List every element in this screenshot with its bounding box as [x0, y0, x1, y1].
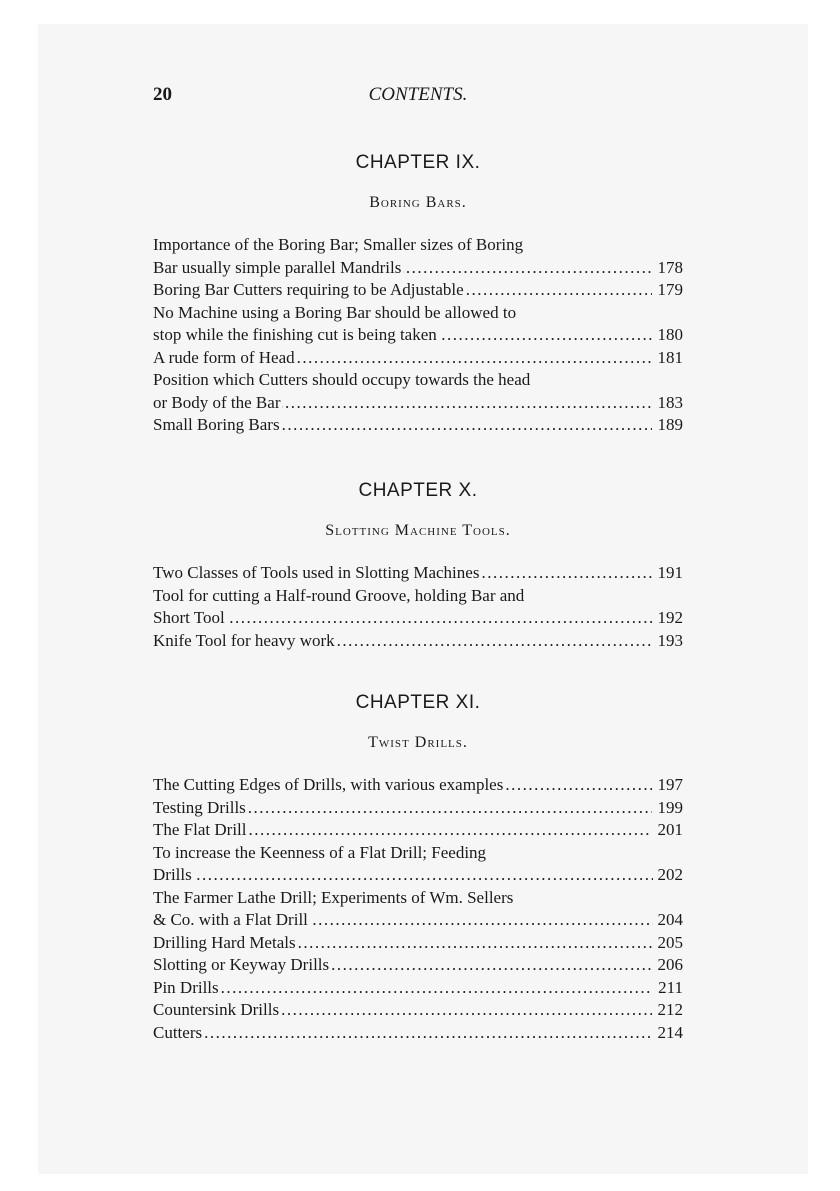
entry-leader-line	[153, 864, 683, 887]
entry-page-number: 178	[657, 257, 683, 277]
entry-page-number: 201	[657, 820, 683, 839]
chapter-x	[153, 480, 683, 652]
dot-leader	[248, 819, 651, 842]
entry-leader-line	[153, 819, 683, 842]
entry-page-number: 193	[657, 630, 683, 650]
toc-entry	[153, 954, 683, 977]
chapter-xi	[153, 692, 683, 1044]
entry-title: & Co. with a Flat Drill	[153, 910, 308, 929]
entry-leader-line	[153, 562, 683, 585]
dot-leader	[282, 414, 652, 437]
entry-title: or Body of the Bar	[153, 392, 281, 412]
chapter-title: CHAPTER X.	[358, 480, 478, 501]
dot-leader	[466, 279, 652, 302]
entry-text-line: No Machine using a Boring Bar should be allowed to	[153, 302, 517, 322]
entry-leader-line	[153, 630, 683, 653]
entry-title: Countersink Drills	[153, 1000, 280, 1019]
entry-text-line: Importance of the Boring Bar; Smaller sizes of Boring	[153, 235, 524, 254]
dot-leader	[337, 630, 652, 653]
entry-leader-line	[153, 932, 683, 955]
page-number: 20	[153, 84, 172, 105]
entry-title: Short Tool	[153, 608, 225, 627]
dot-leader	[331, 954, 651, 977]
dot-leader	[248, 797, 652, 820]
book-page	[38, 24, 808, 1174]
entry-title: Slotting or Keyway Drills	[153, 955, 330, 974]
toc-entry	[153, 1022, 683, 1045]
entry-title: A rude form of Head	[153, 347, 295, 367]
entry-title: Small Boring Bars	[153, 415, 280, 434]
dot-leader	[204, 1022, 651, 1045]
entry-leader-line	[153, 279, 683, 302]
entry-leader-line	[153, 909, 683, 932]
entry-title: Boring Bar Cutters requiring to be Adjustable	[153, 280, 464, 299]
entry-page-number: 192	[657, 608, 683, 627]
toc-entry	[153, 842, 683, 887]
dot-leader	[505, 774, 651, 797]
dot-leader	[310, 909, 653, 932]
entry-text-line: The Farmer Lathe Drill; Experiments of Wm. Sellers	[153, 887, 514, 907]
entry-title: Bar usually simple parallel Mandrils	[153, 257, 402, 277]
toc-entry	[153, 774, 683, 797]
entry-leader-line	[153, 607, 683, 630]
entry-text-line: Position which Cutters should occupy towards the head	[153, 370, 531, 389]
entry-page-number: 179	[657, 280, 683, 299]
dot-leader	[281, 999, 651, 1022]
entry-text-line: To increase the Keenness of a Flat Drill; Feeding	[153, 842, 487, 862]
entry-leader-line	[153, 414, 683, 437]
entry-page-number: 204	[657, 910, 683, 929]
entry-page-number: 214	[657, 1022, 683, 1042]
dot-leader	[227, 607, 653, 630]
toc-entry	[153, 797, 683, 820]
dot-leader	[481, 562, 651, 585]
toc-entries	[153, 562, 683, 652]
entry-title: Pin Drills	[153, 977, 219, 997]
entry-leader-line	[153, 797, 683, 820]
dot-leader	[282, 392, 653, 415]
toc-entries	[153, 234, 683, 437]
dot-leader	[297, 347, 652, 370]
toc-entry	[153, 562, 683, 585]
entry-title: The Flat Drill	[153, 820, 247, 839]
dot-leader	[298, 932, 652, 955]
entry-page-number: 191	[657, 563, 683, 582]
entry-title: Testing Drills	[153, 797, 246, 817]
entry-leader-line	[153, 392, 683, 415]
entry-page-number: 202	[657, 865, 683, 884]
entry-leader-line	[153, 954, 683, 977]
entry-leader-line	[153, 999, 683, 1022]
toc-entry	[153, 414, 683, 437]
toc-entries	[153, 774, 683, 1044]
entry-page-number: 206	[657, 955, 683, 974]
entry-page-number: 197	[657, 775, 683, 794]
dot-leader	[439, 324, 653, 347]
entry-title: The Cutting Edges of Drills, with various examples	[153, 775, 504, 794]
chapter-ix	[153, 152, 683, 437]
entry-page-number: 183	[657, 392, 683, 412]
toc-entry	[153, 887, 683, 932]
toc-entry	[153, 999, 683, 1022]
entry-leader-line	[153, 324, 683, 347]
entry-leader-line	[153, 257, 683, 280]
entry-leader-line	[153, 1022, 683, 1045]
chapter-subtitle: Twist Drills.	[368, 734, 468, 751]
entry-leader-line	[153, 774, 683, 797]
toc-entry	[153, 932, 683, 955]
running-title: CONTENTS.	[368, 84, 468, 105]
entry-page-number: 180	[657, 325, 683, 344]
entry-title: Drills	[153, 865, 192, 884]
dot-leader	[194, 864, 653, 887]
toc-entry	[153, 279, 683, 302]
toc-entry	[153, 819, 683, 842]
chapter-subtitle: Slotting Machine Tools.	[325, 522, 511, 539]
entry-page-number: 199	[657, 797, 683, 817]
toc-entry	[153, 347, 683, 370]
chapter-title: CHAPTER IX.	[355, 152, 481, 173]
entry-leader-line	[153, 977, 683, 1000]
entry-text-line: Tool for cutting a Half-round Groove, holding Bar and	[153, 585, 525, 605]
toc-entry	[153, 369, 683, 414]
entry-page-number: 212	[657, 1000, 683, 1019]
dot-leader	[403, 257, 653, 280]
entry-title: stop while the finishing cut is being taken	[153, 325, 437, 344]
entry-page-number: 205	[657, 932, 683, 952]
toc-entry	[153, 302, 683, 347]
toc-entry	[153, 977, 683, 1000]
entry-page-number: 189	[657, 415, 683, 434]
entry-title: Cutters	[153, 1022, 203, 1042]
page-header	[153, 84, 683, 114]
entry-page-number: 211	[658, 977, 683, 997]
chapter-title: CHAPTER XI.	[355, 692, 481, 713]
entry-leader-line	[153, 347, 683, 370]
entry-title: Knife Tool for heavy work	[153, 630, 335, 650]
toc-entry	[153, 585, 683, 630]
entry-title: Two Classes of Tools used in Slotting Machines	[153, 563, 480, 582]
entry-page-number: 181	[657, 347, 683, 367]
chapter-subtitle: Boring Bars.	[369, 194, 467, 211]
dot-leader	[221, 977, 652, 1000]
toc-entry	[153, 630, 683, 653]
toc-entry	[153, 234, 683, 279]
entry-title: Drilling Hard Metals	[153, 932, 296, 952]
